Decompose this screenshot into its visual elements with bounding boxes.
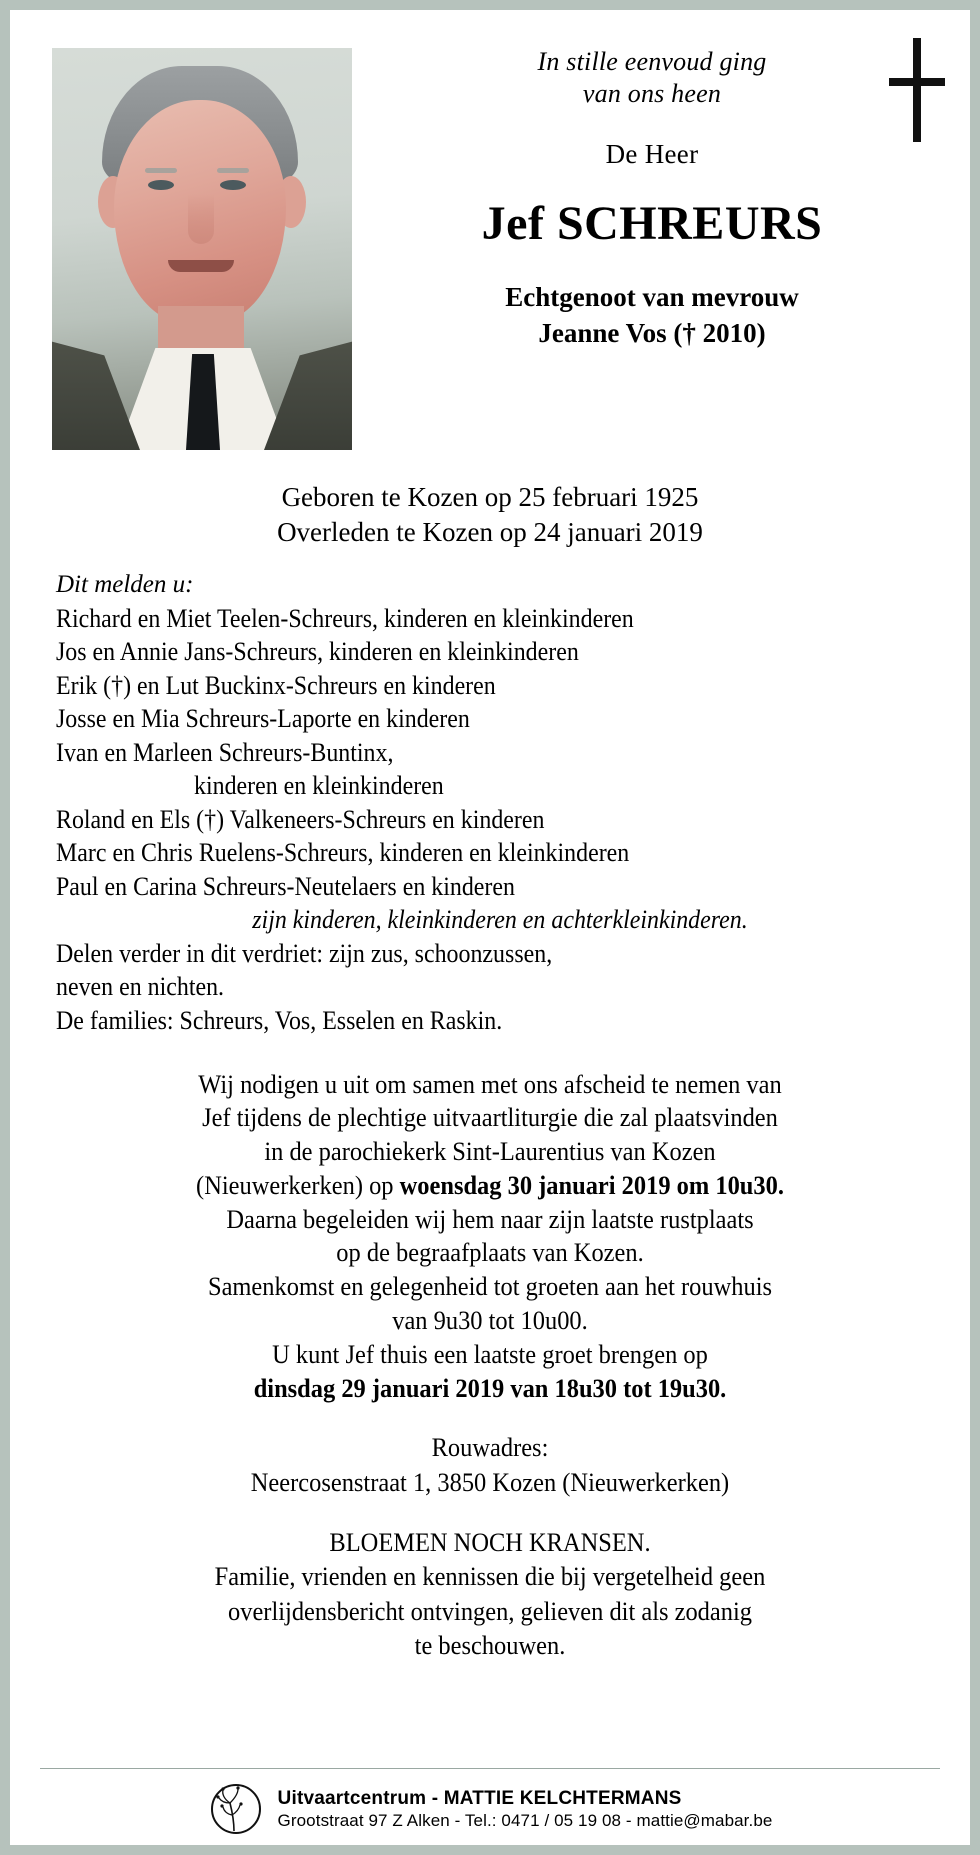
life-dates (10, 480, 970, 549)
family-line: Ivan en Marleen Schreurs-Buntinx, (56, 737, 394, 767)
portrait-brow-left (145, 168, 177, 173)
funeral-home-contact: Grootstraat 97 Z Alken - Tel.: 0471 / 05 19 08 - mattie@mabar.be (277, 1811, 773, 1831)
funeral-text: van 9u30 tot 10u00. (392, 1306, 588, 1336)
intro-line-1: In stille eenvoud ging (537, 47, 767, 76)
funeral-emphasis: dinsdag 29 januari 2019 van 18u30 tot 19u30. (253, 1373, 727, 1403)
family-line: neven en nichten. (56, 972, 225, 1002)
funeral-line (71, 1338, 909, 1372)
address-label: Rouwadres: (431, 1433, 549, 1463)
funeral-line (71, 1203, 909, 1237)
funeral-text: (Nieuwerkerken) op (196, 1170, 400, 1200)
funeral-line (71, 1372, 909, 1406)
header-block (10, 10, 970, 480)
family-line: Paul en Carina Schreurs-Neutelaers en kinderen (56, 871, 515, 901)
funeral-text: Wij nodigen u uit om samen met ons afscheid te nemen van (198, 1069, 782, 1099)
footer-body (40, 1781, 940, 1837)
funeral-line (71, 1068, 909, 1102)
honorific-title: De Heer (605, 139, 699, 170)
funeral-text: U kunt Jef thuis een laatste groet brengen op (272, 1339, 708, 1369)
portrait-mouth (168, 260, 234, 272)
funeral-text: Samenkomst en gelegenheid tot groeten aan het rouwhuis (207, 1272, 772, 1302)
funeral-details (10, 1068, 970, 1406)
family-line: kinderen en kleinkinderen (194, 771, 444, 801)
closing-notes (10, 1526, 970, 1663)
funeral-line (71, 1135, 909, 1169)
portrait-jacket-left (52, 340, 140, 450)
flower-in-circle-icon (208, 1781, 264, 1837)
spouse-line-2: Jeanne Vos († 2010) (538, 318, 766, 349)
family-line: Erik (†) en Lut Buckinx-Schreurs en kinderen (56, 670, 496, 700)
closing-line-3: overlijdensbericht ontvingen, gelieven dit als zodanig (228, 1596, 752, 1626)
family-lead: Dit melden u: (56, 571, 194, 599)
deceased-name: Jef SCHREURS (481, 197, 823, 251)
funeral-line-list (44, 1068, 936, 1406)
closing-line-1: BLOEMEN NOCH KRANSEN. (329, 1528, 651, 1558)
funeral-line (71, 1169, 909, 1203)
portrait-jacket-right (264, 340, 352, 450)
family-line: Roland en Els (†) Valkeneers-Schreurs en kinderen (56, 804, 545, 834)
portrait-brow-right (217, 168, 249, 173)
funeral-text: Jef tijdens de plechtige uitvaartliturgie die zal plaatsvinden (202, 1103, 778, 1133)
family-line: Richard en Miet Teelen-Schreurs, kinderen en kleinkinderen (56, 603, 634, 633)
funeral-emphasis: woensdag 30 januari 2019 om 10u30. (399, 1170, 784, 1200)
closing-line-4: te beschouwen. (414, 1631, 566, 1661)
address-value: Neercosenstraat 1, 3850 Kozen (Nieuwerkerken) (250, 1467, 730, 1497)
family-line: De families: Schreurs, Vos, Esselen en Raskin. (56, 1005, 503, 1035)
footer (10, 1768, 970, 1837)
funeral-text: op de begraafplaats van Kozen. (336, 1238, 644, 1268)
portrait-image (52, 48, 352, 450)
funeral-text: in de parochiekerk Sint-Laurentius van Kozen (264, 1137, 716, 1167)
funeral-line (71, 1236, 909, 1270)
family-line-list (56, 602, 944, 1038)
funeral-text: Daarna begeleiden wij hem naar zijn laatste rustplaats (226, 1204, 754, 1234)
spouse-line-1: Echtgenoot van mevrouw (505, 282, 799, 313)
portrait-eye-right (220, 180, 246, 190)
family-line: Delen verder in dit verdriet: zijn zus, schoonzussen, (56, 938, 553, 968)
portrait-photo (52, 48, 352, 450)
card-inner (10, 10, 970, 1845)
family-line: Josse en Mia Schreurs-Laporte en kinderen (56, 704, 470, 734)
heading-group (360, 46, 944, 351)
family-line: Jos en Annie Jans-Schreurs, kinderen en kleinkinderen (56, 637, 579, 667)
footer-text (278, 1787, 773, 1832)
birth-line: Geboren te Kozen op 25 februari 1925 (281, 482, 699, 512)
funeral-line (71, 1304, 909, 1338)
family-line: zijn kinderen, kleinkinderen en achterkleinkinderen. (252, 905, 748, 935)
funeral-line (71, 1270, 909, 1304)
funeral-line (71, 1101, 909, 1135)
family-announcement (10, 569, 970, 1037)
portrait-eye-left (148, 180, 174, 190)
funeral-home-name: Uitvaartcentrum - MATTIE KELCHTERMANS (277, 1787, 682, 1809)
intro-line-2: van ons heen (582, 78, 722, 108)
death-line: Overleden te Kozen op 24 januari 2019 (277, 516, 703, 547)
family-line: Marc en Chris Ruelens-Schreurs, kinderen en kleinkinderen (56, 838, 630, 868)
closing-line-2: Familie, vrienden en kennissen die bij vergetelheid geen (214, 1562, 766, 1592)
footer-divider (40, 1768, 940, 1769)
mourning-address (10, 1431, 970, 1500)
portrait-nose (188, 194, 214, 244)
